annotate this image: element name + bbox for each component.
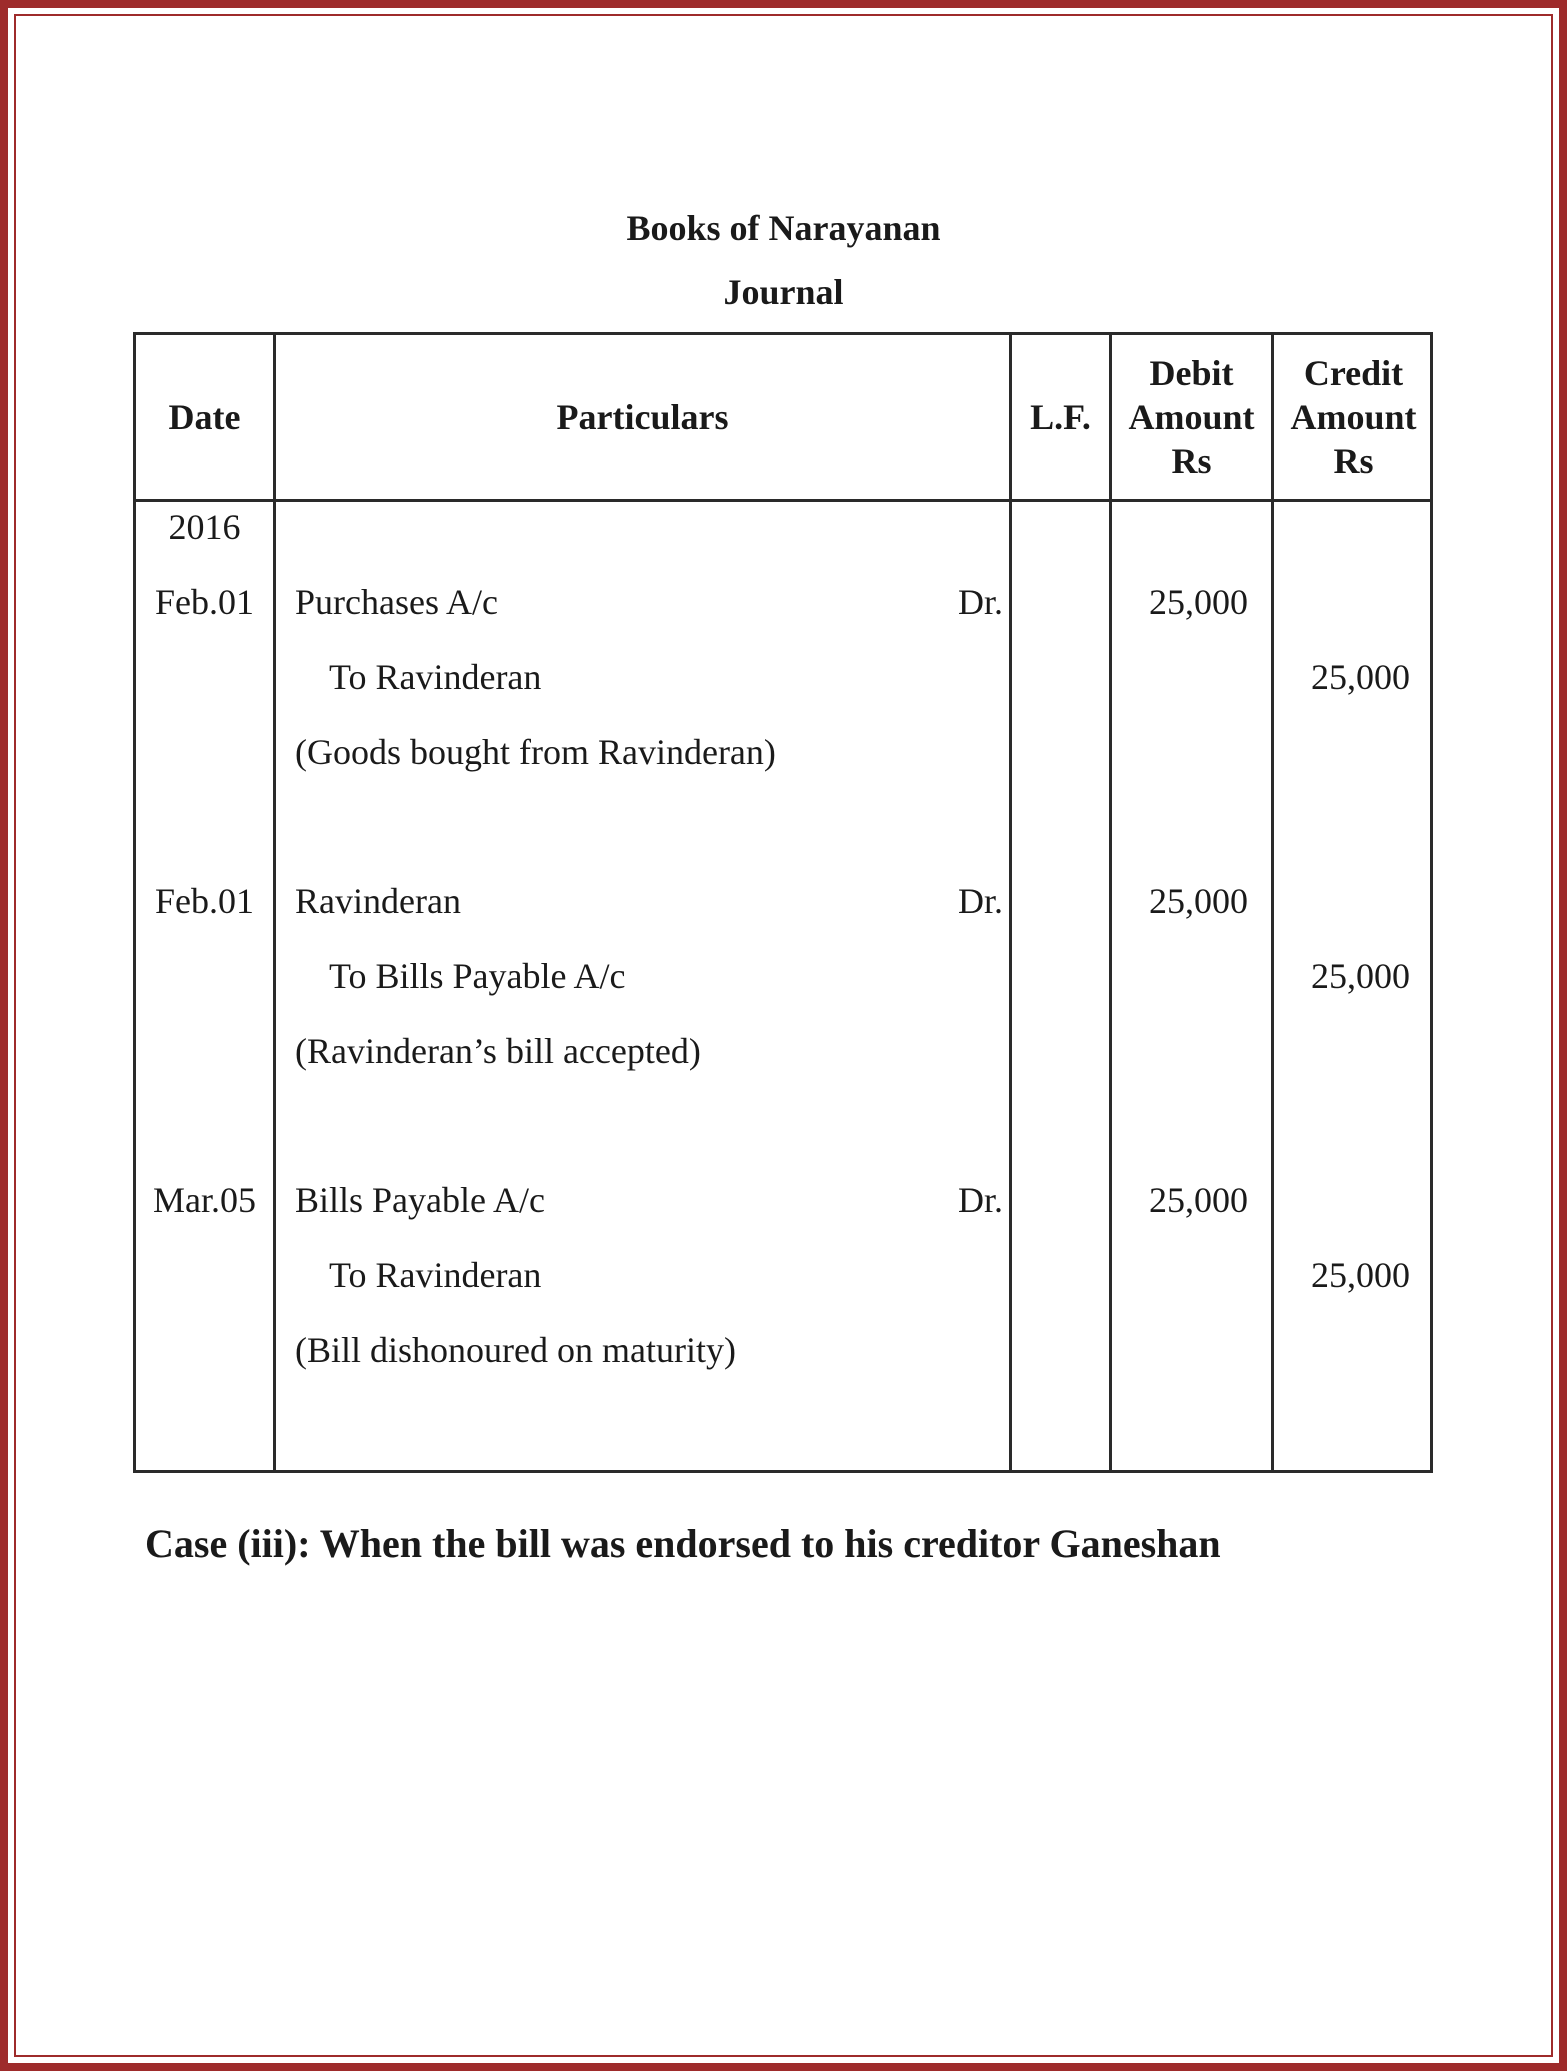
entry-debit-account: Purchases A/c [295, 582, 498, 622]
entry-credit-account: To Bills Payable A/c [329, 956, 626, 996]
entry-date: Feb.01 [155, 881, 254, 921]
entry-credit-account: To Ravinderan [329, 1255, 542, 1295]
header-credit-line: Credit [1303, 353, 1404, 393]
entry-debit-amount: 25,000 [1149, 881, 1248, 921]
header-divider [136, 499, 1430, 502]
entry-dr-label: Dr. [958, 881, 1003, 921]
entry-narration: (Goods bought from Ravinderan) [295, 732, 776, 772]
header-debit-line: Rs [1171, 441, 1212, 481]
entry-dr-label: Dr. [958, 1180, 1003, 1220]
entry-credit-account: To Ravinderan [329, 657, 542, 697]
entry-credit-amount: 25,000 [1311, 1255, 1410, 1295]
entry-dr-label: Dr. [958, 582, 1003, 622]
header-credit-amount [1274, 335, 1433, 499]
header-credit-line: Amount [1290, 397, 1417, 437]
entry-debit-account: Ravinderan [295, 881, 461, 921]
entry-date: Feb.01 [155, 582, 254, 622]
column-divider [1109, 335, 1112, 1470]
journal-title: Journal [723, 272, 844, 312]
year-label: 2016 [168, 507, 241, 547]
entry-credit-amount: 25,000 [1311, 956, 1410, 996]
header-debit-line: Amount [1128, 397, 1255, 437]
book-title: Books of Narayanan [626, 208, 941, 248]
header-particulars: Particulars [556, 397, 729, 437]
journal-table [133, 332, 1433, 1473]
entry-debit-amount: 25,000 [1149, 582, 1248, 622]
header-lf: L.F. [1030, 397, 1091, 437]
entry-date: Mar.05 [153, 1180, 256, 1220]
column-divider [1009, 335, 1012, 1470]
entry-debit-amount: 25,000 [1149, 1180, 1248, 1220]
entry-narration: (Ravinderan’s bill accepted) [295, 1031, 701, 1071]
entry-narration: (Bill dishonoured on maturity) [295, 1330, 736, 1370]
case-heading: Case (iii): When the bill was endorsed to his creditor Ganeshan [145, 1521, 1221, 1566]
entry-debit-account: Bills Payable A/c [295, 1180, 545, 1220]
header-date: Date [168, 397, 241, 437]
header-debit-line: Debit [1149, 353, 1234, 393]
column-divider [273, 335, 276, 1470]
entry-credit-amount: 25,000 [1311, 657, 1410, 697]
header-debit-amount [1112, 335, 1271, 499]
header-credit-line: Rs [1333, 441, 1374, 481]
column-divider [1271, 335, 1274, 1470]
